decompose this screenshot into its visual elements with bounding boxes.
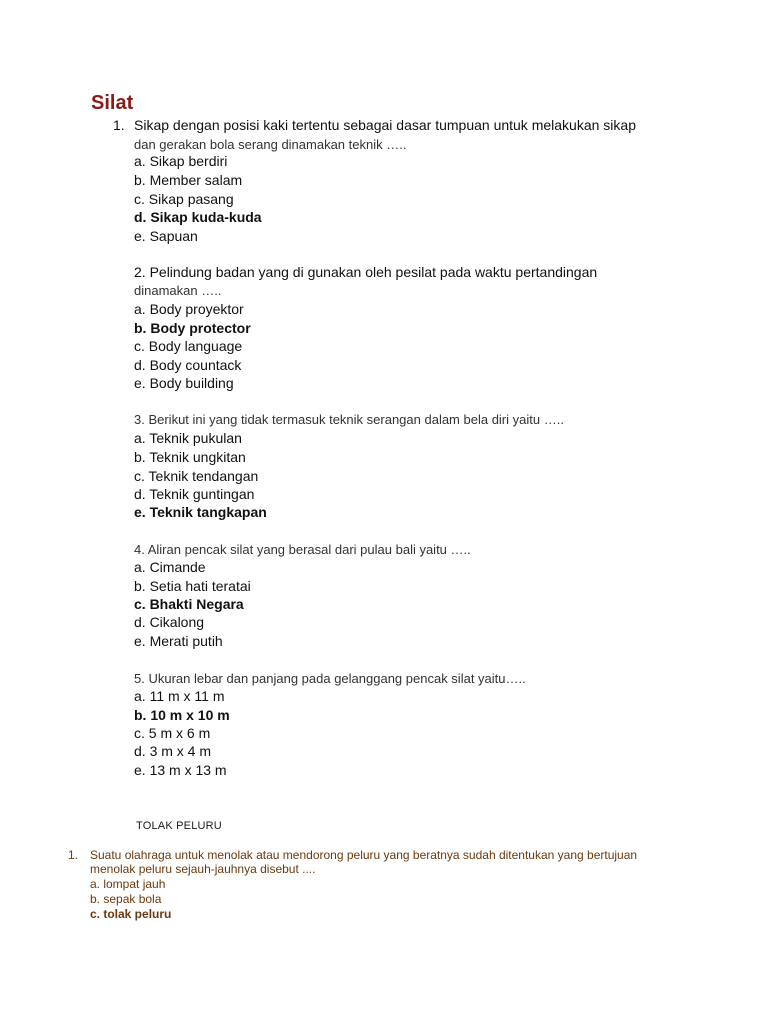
option: b. Setia hati teratai — [134, 578, 251, 594]
section-heading: TOLAK PELURU — [136, 820, 222, 832]
question-text-continued: dan gerakan bola serang dinamakan teknik ….. — [134, 137, 407, 152]
option: d. Teknik guntingan — [134, 486, 255, 502]
option: b. Teknik ungkitan — [134, 449, 246, 465]
option: d. Cikalong — [134, 614, 205, 630]
option-answer: b. Body protector — [134, 320, 251, 336]
option-answer: c. Bhakti Negara — [134, 596, 244, 612]
question-number: 1. — [68, 848, 79, 862]
page-title: Silat — [91, 92, 134, 114]
question-number: 1. — [113, 117, 125, 133]
question-text-continued: menolak peluru sejauh-jauhnya disebut .... — [90, 862, 316, 876]
option: e. Body building — [134, 375, 234, 391]
question-text: 4. Aliran pencak silat yang berasal dari pulau bali yaitu ….. — [134, 542, 471, 557]
question-text-continued: dinamakan ….. — [134, 283, 222, 298]
question-text: Sikap dengan posisi kaki tertentu sebagai dasar tumpuan untuk melakukan sikap — [134, 117, 636, 133]
question-text: Suatu olahraga untuk menolak atau mendorong peluru yang beratnya sudah ditentukan yang bertujuan — [90, 848, 638, 862]
option: d. 3 m x 4 m — [134, 743, 212, 759]
option-answer: c. tolak peluru — [90, 907, 172, 921]
option: c. Sikap pasang — [134, 191, 234, 207]
option: a. Sikap berdiri — [134, 153, 228, 169]
option: d. Body countack — [134, 357, 242, 373]
option-answer: e. Teknik tangkapan — [134, 504, 267, 520]
option: a. Teknik pukulan — [134, 430, 242, 446]
option: c. Body language — [134, 338, 243, 354]
option: b. Member salam — [134, 172, 243, 188]
option: b. sepak bola — [90, 892, 162, 906]
question-text: 3. Berikut ini yang tidak termasuk teknik serangan dalam bela diri yaitu ….. — [134, 412, 564, 427]
option: a. Body proyektor — [134, 301, 244, 317]
option: a. 11 m x 11 m — [134, 688, 225, 704]
option: c. Teknik tendangan — [134, 468, 259, 484]
option: a. Cimande — [134, 559, 206, 575]
option: a. lompat jauh — [90, 877, 166, 891]
option-answer: b. 10 m x 10 m — [134, 707, 230, 723]
option: e. Merati putih — [134, 633, 223, 649]
option: e. 13 m x 13 m — [134, 762, 227, 778]
option-answer: d. Sikap kuda-kuda — [134, 209, 262, 225]
question-text: 5. Ukuran lebar dan panjang pada gelanggang pencak silat yaitu….. — [134, 671, 526, 686]
option: e. Sapuan — [134, 228, 198, 244]
question-text: 2. Pelindung badan yang di gunakan oleh pesilat pada waktu pertandingan — [134, 264, 598, 280]
option: c. 5 m x 6 m — [134, 725, 211, 741]
